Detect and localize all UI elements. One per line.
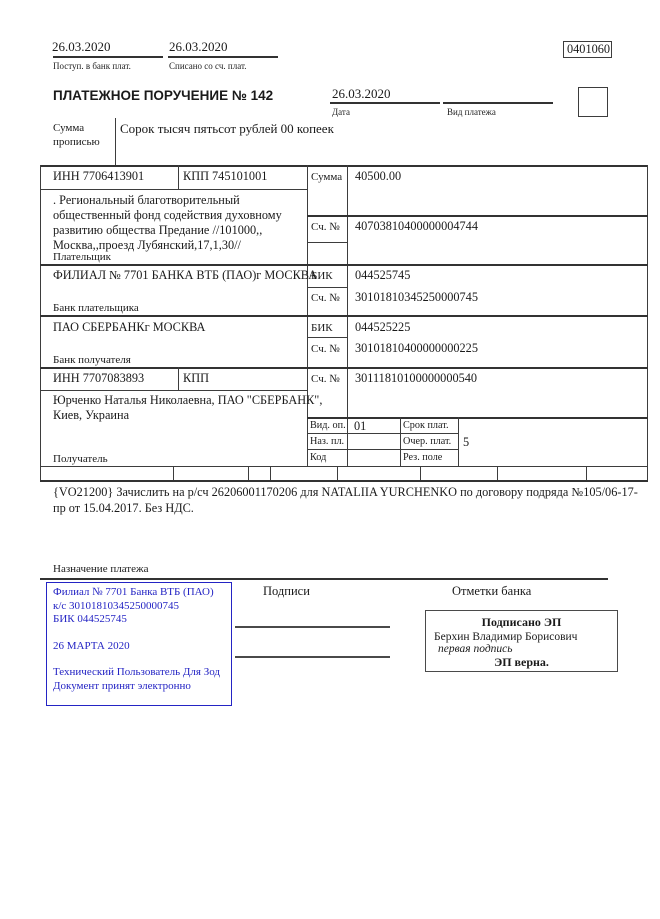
divider	[270, 467, 271, 481]
purpose-text: {VO21200} Зачислить на р/сч 26206001170206 для NATALIIA YURCHENKO по договору подряда №105/06-17-пр от 15.04.2017. Без НДС.	[53, 485, 638, 515]
pay-term-label: Срок плат.	[403, 420, 449, 431]
amount-words-label: Сумма прописью	[53, 122, 100, 148]
doc-date-label: Дата	[332, 107, 350, 117]
divider	[40, 165, 41, 481]
stamp-line: Технический Пользователь Для Зод	[53, 666, 221, 679]
divider	[40, 165, 648, 167]
divider	[173, 467, 174, 481]
ep-stamp-box	[425, 610, 618, 672]
payer-name-line: общественный фонд содействия духовному	[53, 208, 282, 222]
payee-bank-bik: 044525225	[355, 320, 411, 334]
signature-line	[235, 656, 390, 658]
written-off-date: 26.03.2020	[169, 39, 228, 54]
payee-inn: ИНН 7707083893	[53, 371, 145, 385]
payee-section-label: Получатель	[53, 453, 108, 465]
payer-name-line: развитию общества Предание //101000,,	[53, 223, 263, 237]
divider	[40, 264, 648, 266]
received-date-label: Поступ. в банк плат.	[53, 61, 131, 71]
payee-account: 30111810100000000540	[355, 371, 478, 385]
payer-bank-account-label: Сч. №	[311, 292, 340, 304]
form-code-box	[563, 41, 612, 58]
payer-name-line: Москва,,проезд Лубянский,17,1,30//	[53, 238, 241, 252]
written-off-date-label: Списано со сч. плат.	[169, 61, 247, 71]
divider	[40, 390, 307, 391]
payer-inn: ИНН 7706413901	[53, 169, 145, 183]
doc-date: 26.03.2020	[332, 86, 391, 101]
divider	[337, 467, 338, 481]
payer-name-line: . Региональный благотворительный	[53, 193, 240, 207]
divider	[178, 165, 179, 190]
op-kind-value: 01	[354, 419, 367, 433]
divider	[178, 367, 179, 390]
payment-kind-label: Вид платежа	[447, 107, 496, 117]
payer-bank-section-label: Банк плательщика	[53, 302, 139, 314]
divider	[168, 56, 278, 58]
purpose-section-label: Назначение платежа	[53, 563, 149, 575]
divider	[307, 337, 347, 338]
divider	[647, 165, 648, 481]
divider	[307, 242, 347, 243]
stamp-line: БИК 044525745	[53, 613, 127, 626]
divider	[248, 467, 249, 481]
amount-label: Сумма	[311, 171, 343, 183]
divider	[307, 449, 458, 450]
payer-bank-bik-label: БИК	[311, 270, 333, 282]
received-date: 26.03.2020	[52, 39, 111, 54]
payer-account: 40703810400000004744	[355, 219, 478, 233]
ep-verified: ЭП верна.	[494, 655, 549, 669]
payer-bank-account: 30101810345250000745	[355, 290, 478, 304]
divider	[420, 467, 421, 481]
payee-bank-bik-label: БИК	[311, 322, 333, 334]
payee-bank-section-label: Банк получателя	[53, 354, 131, 366]
ep-signature-type: первая подпись	[438, 643, 513, 655]
payer-bank-name: ФИЛИАЛ № 7701 БАНКА ВТБ (ПАО)г МОСКВА	[53, 268, 318, 282]
divider	[307, 433, 458, 434]
signature-line	[235, 626, 390, 628]
divider	[458, 417, 459, 467]
ep-title: Подписано ЭП	[481, 615, 562, 629]
payee-bank-name: ПАО СБЕРБАНКг МОСКВА	[53, 320, 206, 334]
divider	[53, 56, 163, 58]
payee-name-line: Киев, Украина	[53, 408, 130, 422]
divider	[40, 578, 608, 580]
divider	[330, 102, 440, 104]
divider	[497, 467, 498, 481]
payment-kind-box	[578, 87, 608, 117]
stamp-line: Документ принят электронно	[53, 679, 191, 692]
stamp-line: 26 МАРТА 2020	[53, 639, 130, 652]
payee-account-label: Сч. №	[311, 373, 340, 385]
reserve-field-label: Рез. поле	[403, 452, 443, 463]
amount-value: 40500.00	[355, 169, 402, 183]
bank-stamp	[46, 582, 232, 706]
pay-order-value: 5	[463, 435, 470, 449]
payer-bank-bik: 044525745	[355, 268, 411, 282]
stamp-line: Филиал № 7701 Банка ВТБ (ПАО)	[53, 586, 214, 598]
ep-signer-name: Берхин Владимир Борисович	[434, 631, 578, 643]
payee-bank-account-label: Сч. №	[311, 343, 340, 355]
divider	[443, 102, 553, 104]
divider	[40, 189, 307, 190]
payer-account-label: Сч. №	[311, 221, 340, 233]
payer-section-label: Плательщик	[53, 251, 111, 263]
purpose-code-label: Наз. пл.	[310, 436, 345, 447]
form-code: 0401060	[567, 42, 611, 56]
divider	[40, 480, 648, 482]
divider	[307, 215, 648, 217]
divider	[40, 466, 648, 467]
payee-kpp-label: КПП	[183, 371, 209, 385]
divider	[586, 467, 587, 481]
divider	[115, 118, 116, 166]
divider	[40, 367, 648, 369]
payee-bank-account: 30101810400000000225	[355, 341, 478, 355]
payer-kpp: КПП 745101001	[183, 169, 268, 183]
bank-marks-heading: Отметки банка	[452, 584, 532, 598]
payee-name-line: Юрченко Наталья Николаевна, ПАО "СБЕРБАНК",	[53, 393, 323, 407]
doc-title: ПЛАТЕЖНОЕ ПОРУЧЕНИЕ № 142	[53, 88, 274, 103]
pay-order-label: Очер. плат.	[403, 436, 452, 447]
divider	[40, 315, 648, 317]
signatures-heading: Подписи	[263, 584, 310, 598]
stamp-line: к/с 30101810345250000745	[53, 599, 180, 612]
divider	[307, 287, 347, 288]
amount-words-value: Сорок тысяч пятьсот рублей 00 копеек	[120, 121, 334, 136]
op-kind-label: Вид. оп.	[310, 420, 346, 431]
divider	[400, 417, 401, 467]
code-label: Код	[310, 452, 327, 463]
